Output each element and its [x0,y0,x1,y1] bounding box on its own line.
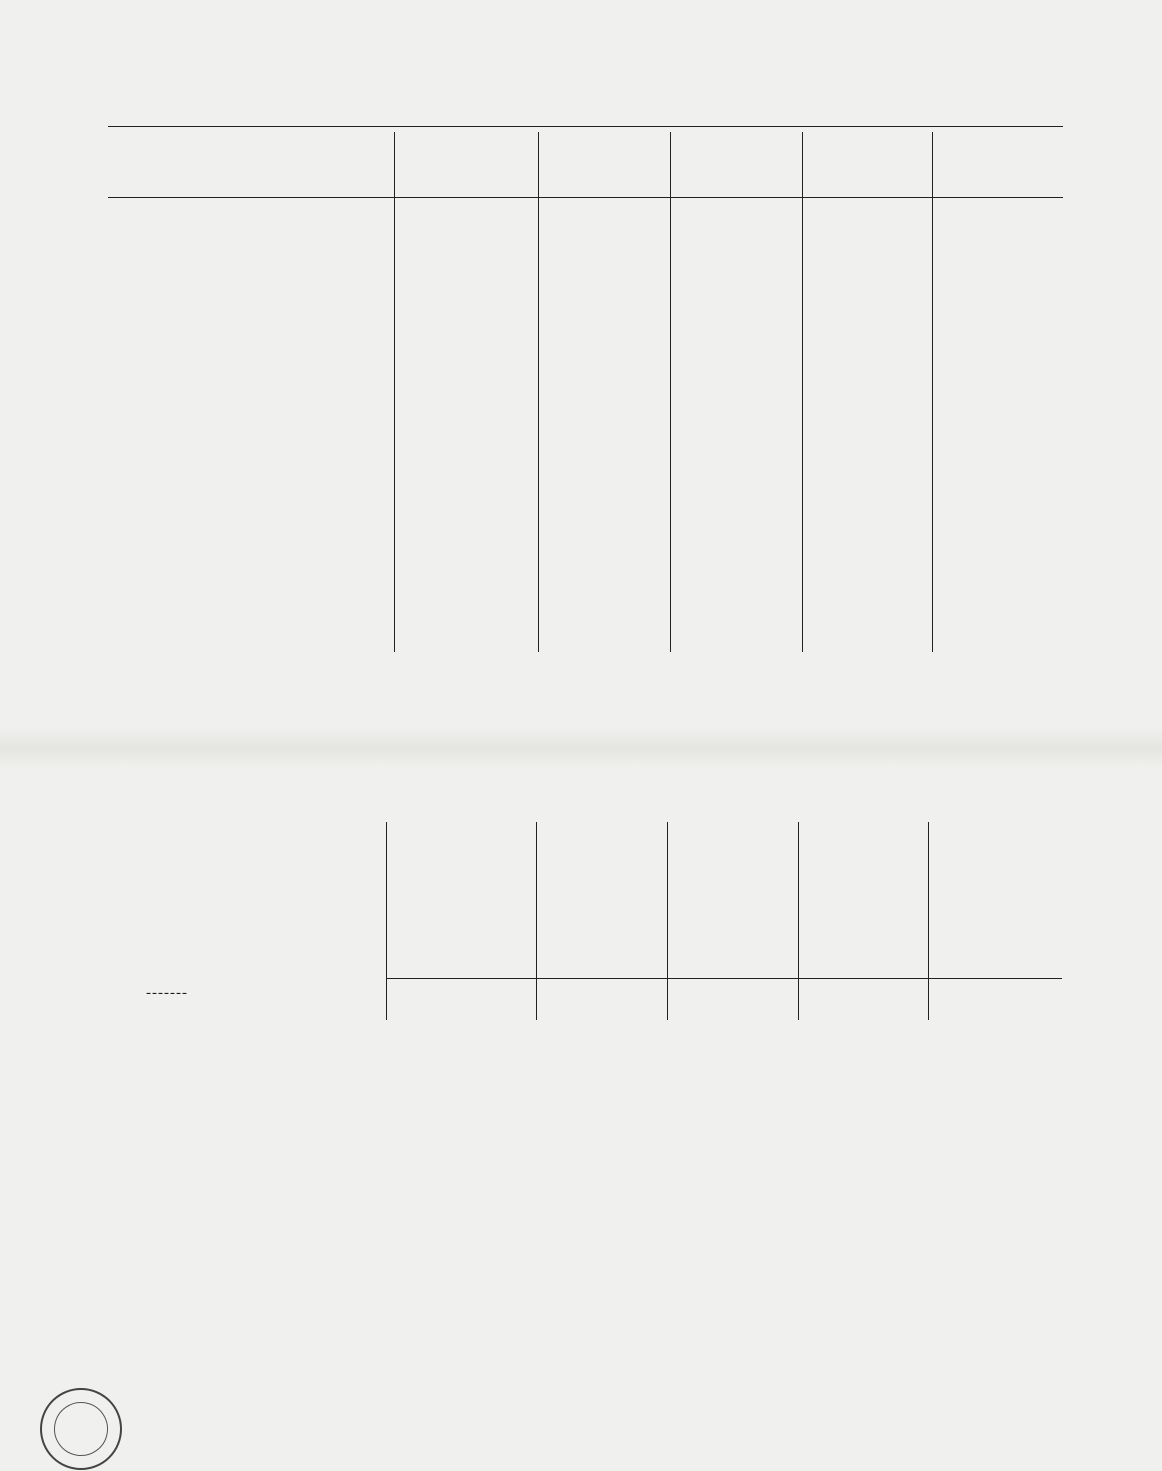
column-rule [667,822,668,1020]
column-rule [536,822,537,1020]
column-rule [538,132,539,652]
page-fold [0,728,1162,768]
column-rule [928,822,929,1020]
header-budget-1946 [540,132,668,194]
column-rule [802,132,803,652]
header-recommended-1946 [672,132,802,194]
column-rule [798,822,799,1020]
table-top-rule [108,126,1063,127]
column-rule [386,822,387,1020]
column-rule [932,132,933,652]
header-compared-1945 [808,132,930,194]
total-label: ------- [146,985,188,1001]
header-object [108,132,388,194]
total-rule [386,978,1062,979]
header-compared-budget [936,132,1060,194]
header-appropriations-1945 [396,132,534,194]
column-rule [394,132,395,652]
column-rule [670,132,671,652]
library-stamp [40,1388,122,1470]
header-rule [108,197,1063,198]
